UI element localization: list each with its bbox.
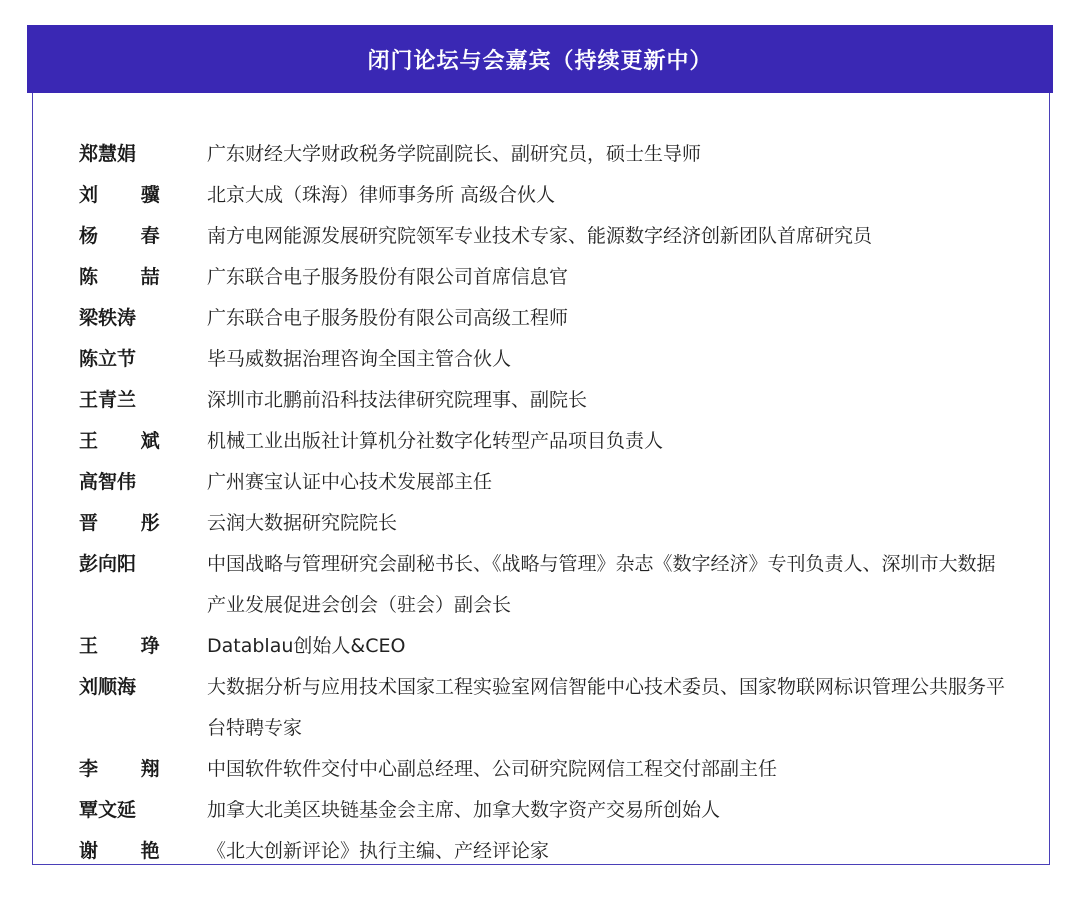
guest-title: 广东财经大学财政税务学院副院长、副研究员，硕士生导师 — [207, 143, 702, 165]
guest-title: 中国战略与管理研究会副秘书长、《战略与管理》杂志《数字经济》专刊负责人、深圳市大数据产业发展促进会创会（驻会）副会长 — [207, 553, 996, 616]
guest-title: 中国软件软件交付中心副总经理、公司研究院网信工程交付部副主任 — [207, 758, 778, 780]
guest-row — [33, 298, 1051, 339]
guest-name: 彭向阳 — [79, 553, 137, 575]
guest-list — [33, 134, 1051, 872]
guest-title: 大数据分析与应用技术国家工程实验室网信智能中心技术委员、国家物联网标识管理公共服务平台特聘专家 — [207, 676, 1006, 739]
guest-name: 陈立节 — [79, 348, 137, 370]
guest-name: 刘顺海 — [79, 676, 137, 698]
guest-title: 广东联合电子服务股份有限公司高级工程师 — [207, 307, 569, 329]
guest-name: 陈 喆 — [79, 266, 178, 288]
guest-row — [33, 462, 1051, 503]
guest-name: 李 翔 — [79, 758, 178, 780]
guest-title: 毕马威数据治理咨询全国主管合伙人 — [207, 348, 512, 370]
guest-row — [33, 790, 1051, 831]
guest-title: 北京大成（珠海）律师事务所 高级合伙人 — [207, 184, 556, 206]
guest-row — [33, 831, 1051, 872]
guest-row — [33, 380, 1051, 421]
guest-name: 王 琤 — [79, 635, 178, 657]
guest-name: 晋 彤 — [79, 512, 178, 534]
guest-row — [33, 175, 1051, 216]
guest-panel — [32, 25, 1050, 865]
guest-row — [33, 626, 1051, 667]
guest-title: 《北大创新评论》执行主编、产经评论家 — [207, 840, 550, 862]
guest-name: 王 斌 — [79, 430, 178, 452]
guest-title: 广东联合电子服务股份有限公司首席信息官 — [207, 266, 569, 288]
guest-name: 高智伟 — [79, 471, 137, 493]
guest-row — [33, 216, 1051, 257]
guest-title: 广州赛宝认证中心技术发展部主任 — [207, 471, 493, 493]
header-banner — [27, 25, 1053, 93]
guest-row — [33, 257, 1051, 298]
guest-row — [33, 134, 1051, 175]
guest-row — [33, 503, 1051, 544]
guest-name: 王青兰 — [79, 389, 137, 411]
guest-name: 郑慧娟 — [79, 143, 137, 165]
guest-title: 云润大数据研究院院长 — [207, 512, 398, 534]
guest-name: 覃文延 — [79, 799, 137, 821]
guest-row — [33, 544, 1051, 626]
page-title: 闭门论坛与会嘉宾（持续更新中） — [367, 48, 713, 74]
guest-row — [33, 339, 1051, 380]
guest-title: 加拿大北美区块链基金会主席、加拿大数字资产交易所创始人 — [207, 799, 721, 821]
guest-name: 谢 艳 — [79, 840, 178, 862]
guest-name: 梁轶涛 — [79, 307, 137, 329]
guest-title: 机械工业出版社计算机分社数字化转型产品项目负责人 — [207, 430, 664, 452]
guest-row — [33, 749, 1051, 790]
guest-title: 深圳市北鹏前沿科技法律研究院理事、副院长 — [207, 389, 588, 411]
guest-name: 杨 春 — [79, 225, 178, 247]
guest-title: 南方电网能源发展研究院领军专业技术专家、能源数字经济创新团队首席研究员 — [207, 225, 873, 247]
guest-row — [33, 667, 1051, 749]
guest-title: Datablau创始人&CEO — [207, 635, 406, 657]
guest-name: 刘 骥 — [79, 184, 178, 206]
guest-row — [33, 421, 1051, 462]
